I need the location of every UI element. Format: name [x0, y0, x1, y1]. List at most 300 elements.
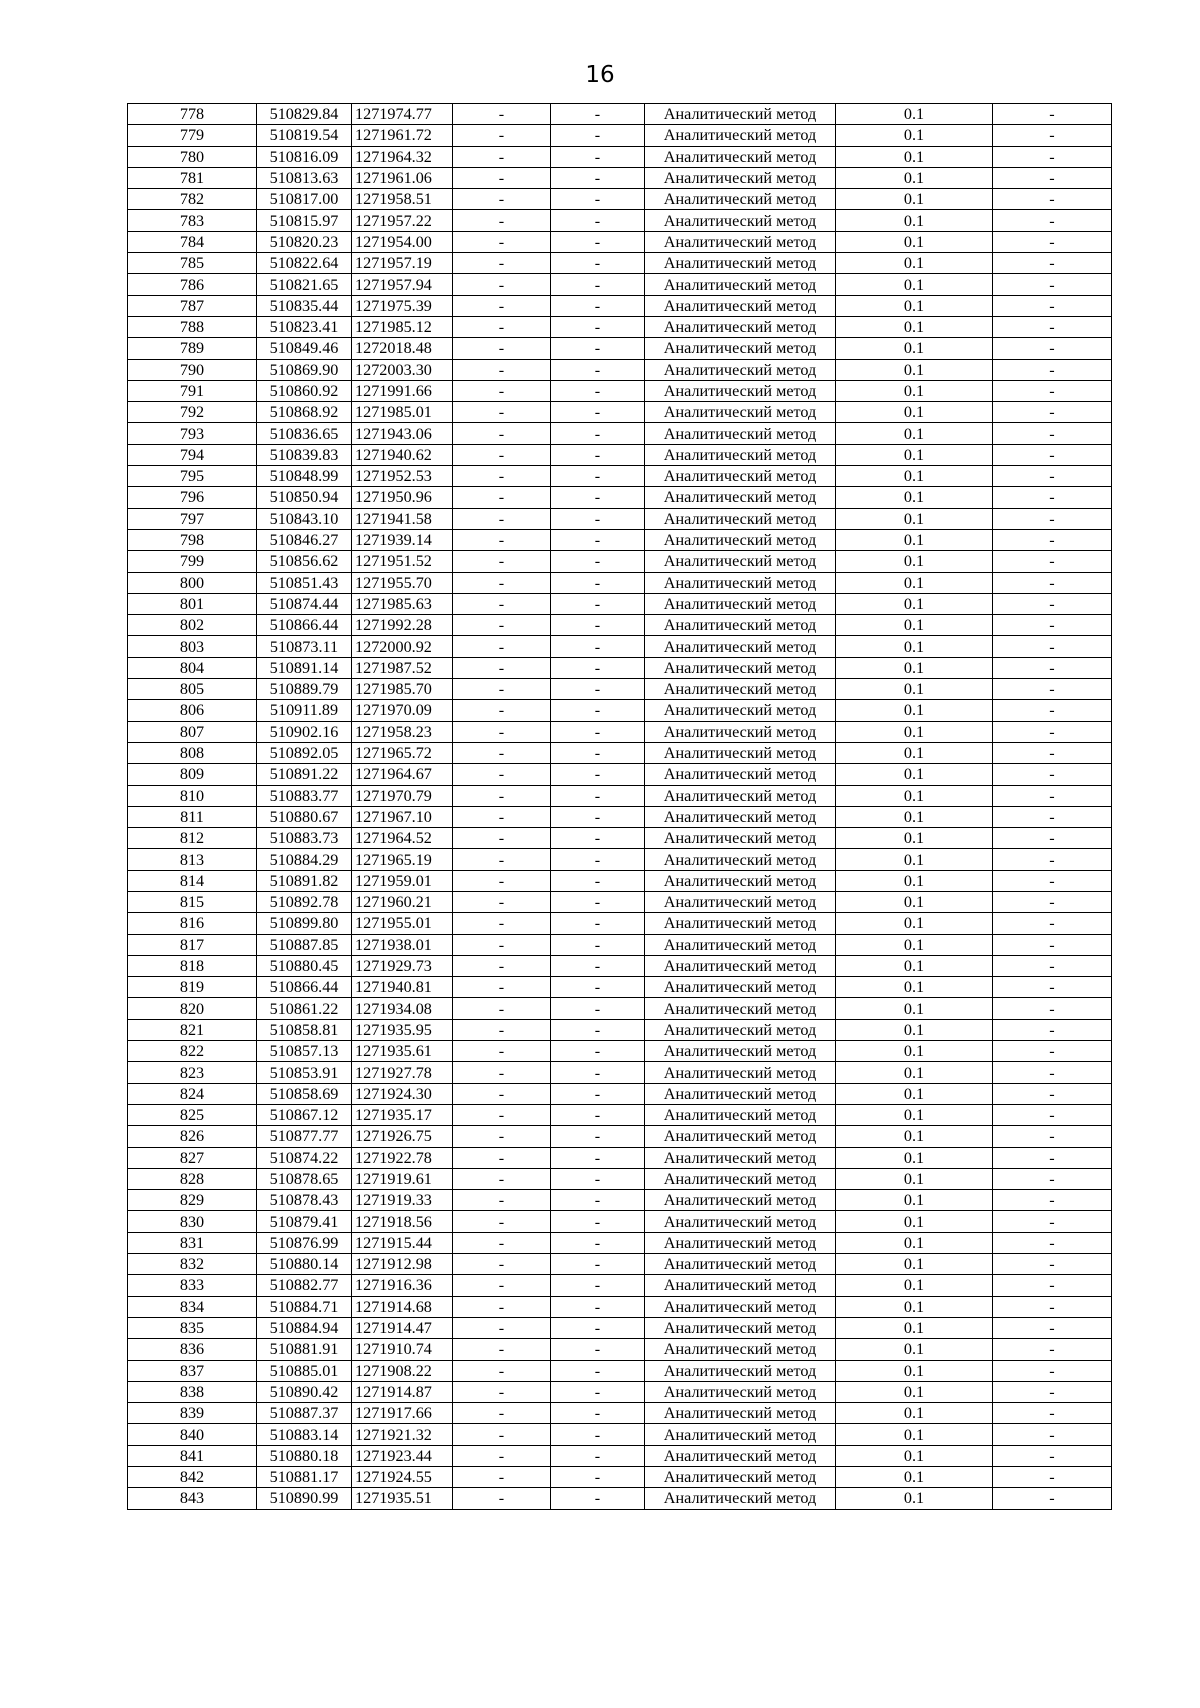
dash-cell: -: [453, 1190, 551, 1211]
method-cell: Аналитический метод: [645, 657, 836, 678]
dash-cell: -: [993, 104, 1112, 125]
point-number-cell: 819: [128, 977, 257, 998]
point-number-cell: 817: [128, 934, 257, 955]
precision-cell: 0.1: [836, 316, 993, 337]
dash-cell: -: [453, 1104, 551, 1125]
dash-cell: -: [993, 338, 1112, 359]
table-row: [128, 125, 1112, 146]
table-row: [128, 1403, 1112, 1424]
point-number-cell: 809: [128, 764, 257, 785]
dash-cell: -: [453, 146, 551, 167]
x-coordinate-cell: 510815.97: [257, 210, 352, 231]
dash-cell: -: [453, 487, 551, 508]
dash-cell: -: [551, 1424, 645, 1445]
dash-cell: -: [551, 274, 645, 295]
dash-cell: -: [993, 1424, 1112, 1445]
point-number-cell: 839: [128, 1403, 257, 1424]
method-cell: Аналитический метод: [645, 380, 836, 401]
method-cell: Аналитический метод: [645, 913, 836, 934]
precision-cell: 0.1: [836, 402, 993, 423]
dash-cell: -: [993, 806, 1112, 827]
x-coordinate-cell: 510876.99: [257, 1232, 352, 1253]
x-coordinate-cell: 510866.44: [257, 977, 352, 998]
dash-cell: -: [551, 955, 645, 976]
precision-cell: 0.1: [836, 1488, 993, 1509]
precision-cell: 0.1: [836, 891, 993, 912]
method-cell: Аналитический метод: [645, 1403, 836, 1424]
dash-cell: -: [453, 679, 551, 700]
method-cell: Аналитический метод: [645, 1062, 836, 1083]
dash-cell: -: [551, 1019, 645, 1040]
dash-cell: -: [453, 1467, 551, 1488]
x-coordinate-cell: 510819.54: [257, 125, 352, 146]
dash-cell: -: [453, 1147, 551, 1168]
dash-cell: -: [453, 210, 551, 231]
point-number-cell: 789: [128, 338, 257, 359]
dash-cell: -: [453, 1381, 551, 1402]
table-row: [128, 1381, 1112, 1402]
y-coordinate-cell: 1271912.98: [352, 1254, 453, 1275]
dash-cell: -: [551, 444, 645, 465]
table-row: [128, 785, 1112, 806]
y-coordinate-cell: 1271917.66: [352, 1403, 453, 1424]
dash-cell: -: [993, 742, 1112, 763]
y-coordinate-cell: 1271959.01: [352, 870, 453, 891]
dash-cell: -: [453, 572, 551, 593]
dash-cell: -: [551, 615, 645, 636]
point-number-cell: 795: [128, 466, 257, 487]
method-cell: Аналитический метод: [645, 785, 836, 806]
table-row: [128, 679, 1112, 700]
dash-cell: -: [993, 1339, 1112, 1360]
dash-cell: -: [453, 764, 551, 785]
dash-cell: -: [551, 721, 645, 742]
point-number-cell: 803: [128, 636, 257, 657]
table-row: [128, 998, 1112, 1019]
precision-cell: 0.1: [836, 1104, 993, 1125]
point-number-cell: 797: [128, 508, 257, 529]
y-coordinate-cell: 1271918.56: [352, 1211, 453, 1232]
method-cell: Аналитический метод: [645, 1360, 836, 1381]
dash-cell: -: [551, 551, 645, 572]
table-row: [128, 1488, 1112, 1509]
point-number-cell: 830: [128, 1211, 257, 1232]
x-coordinate-cell: 510817.00: [257, 189, 352, 210]
x-coordinate-cell: 510874.44: [257, 593, 352, 614]
table-row: [128, 934, 1112, 955]
point-number-cell: 838: [128, 1381, 257, 1402]
precision-cell: 0.1: [836, 998, 993, 1019]
point-number-cell: 798: [128, 529, 257, 550]
table-row: [128, 423, 1112, 444]
method-cell: Аналитический метод: [645, 359, 836, 380]
method-cell: Аналитический метод: [645, 1041, 836, 1062]
y-coordinate-cell: 1271908.22: [352, 1360, 453, 1381]
table-row: [128, 700, 1112, 721]
dash-cell: -: [453, 849, 551, 870]
dash-cell: -: [551, 189, 645, 210]
precision-cell: 0.1: [836, 1232, 993, 1253]
dash-cell: -: [453, 231, 551, 252]
x-coordinate-cell: 510843.10: [257, 508, 352, 529]
table-row: [128, 636, 1112, 657]
dash-cell: -: [551, 1254, 645, 1275]
precision-cell: 0.1: [836, 679, 993, 700]
precision-cell: 0.1: [836, 1381, 993, 1402]
dash-cell: -: [993, 1168, 1112, 1189]
method-cell: Аналитический метод: [645, 1019, 836, 1040]
dash-cell: -: [551, 402, 645, 423]
precision-cell: 0.1: [836, 444, 993, 465]
dash-cell: -: [993, 891, 1112, 912]
dash-cell: -: [551, 1232, 645, 1253]
dash-cell: -: [453, 295, 551, 316]
point-number-cell: 836: [128, 1339, 257, 1360]
table-body: [128, 104, 1112, 1510]
table-row: [128, 274, 1112, 295]
x-coordinate-cell: 510846.27: [257, 529, 352, 550]
x-coordinate-cell: 510911.89: [257, 700, 352, 721]
precision-cell: 0.1: [836, 1211, 993, 1232]
dash-cell: -: [993, 1232, 1112, 1253]
dash-cell: -: [551, 806, 645, 827]
dash-cell: -: [993, 551, 1112, 572]
y-coordinate-cell: 1271943.06: [352, 423, 453, 444]
dash-cell: -: [453, 891, 551, 912]
point-number-cell: 786: [128, 274, 257, 295]
y-coordinate-cell: 1271914.47: [352, 1317, 453, 1338]
point-number-cell: 823: [128, 1062, 257, 1083]
dash-cell: -: [551, 828, 645, 849]
y-coordinate-cell: 1271961.72: [352, 125, 453, 146]
dash-cell: -: [453, 1062, 551, 1083]
dash-cell: -: [551, 295, 645, 316]
dash-cell: -: [551, 742, 645, 763]
precision-cell: 0.1: [836, 785, 993, 806]
point-number-cell: 826: [128, 1126, 257, 1147]
x-coordinate-cell: 510860.92: [257, 380, 352, 401]
dash-cell: -: [453, 253, 551, 274]
y-coordinate-cell: 1271958.23: [352, 721, 453, 742]
y-coordinate-cell: 1271922.78: [352, 1147, 453, 1168]
precision-cell: 0.1: [836, 1254, 993, 1275]
dash-cell: -: [453, 1275, 551, 1296]
method-cell: Аналитический метод: [645, 1083, 836, 1104]
x-coordinate-cell: 510839.83: [257, 444, 352, 465]
table-row: [128, 657, 1112, 678]
method-cell: Аналитический метод: [645, 1381, 836, 1402]
y-coordinate-cell: 1271957.94: [352, 274, 453, 295]
y-coordinate-cell: 1271957.19: [352, 253, 453, 274]
point-number-cell: 799: [128, 551, 257, 572]
y-coordinate-cell: 1272000.92: [352, 636, 453, 657]
method-cell: Аналитический метод: [645, 466, 836, 487]
y-coordinate-cell: 1271965.72: [352, 742, 453, 763]
precision-cell: 0.1: [836, 1041, 993, 1062]
dash-cell: -: [993, 295, 1112, 316]
dash-cell: -: [551, 764, 645, 785]
dash-cell: -: [993, 189, 1112, 210]
point-number-cell: 842: [128, 1467, 257, 1488]
point-number-cell: 816: [128, 913, 257, 934]
dash-cell: -: [551, 487, 645, 508]
y-coordinate-cell: 1271960.21: [352, 891, 453, 912]
table-row: [128, 913, 1112, 934]
precision-cell: 0.1: [836, 742, 993, 763]
y-coordinate-cell: 1271935.95: [352, 1019, 453, 1040]
dash-cell: -: [993, 849, 1112, 870]
dash-cell: -: [453, 1126, 551, 1147]
x-coordinate-cell: 510829.84: [257, 104, 352, 125]
dash-cell: -: [453, 913, 551, 934]
dash-cell: -: [453, 1168, 551, 1189]
table-row: [128, 253, 1112, 274]
precision-cell: 0.1: [836, 1190, 993, 1211]
table-row: [128, 189, 1112, 210]
dash-cell: -: [551, 423, 645, 444]
method-cell: Аналитический метод: [645, 1147, 836, 1168]
table-row: [128, 870, 1112, 891]
precision-cell: 0.1: [836, 657, 993, 678]
dash-cell: -: [453, 1041, 551, 1062]
x-coordinate-cell: 510889.79: [257, 679, 352, 700]
x-coordinate-cell: 510878.65: [257, 1168, 352, 1189]
x-coordinate-cell: 510836.65: [257, 423, 352, 444]
method-cell: Аналитический метод: [645, 934, 836, 955]
method-cell: Аналитический метод: [645, 529, 836, 550]
dash-cell: -: [551, 338, 645, 359]
dash-cell: -: [993, 721, 1112, 742]
x-coordinate-cell: 510884.94: [257, 1317, 352, 1338]
x-coordinate-cell: 510820.23: [257, 231, 352, 252]
method-cell: Аналитический метод: [645, 1211, 836, 1232]
dash-cell: -: [551, 359, 645, 380]
y-coordinate-cell: 1271992.28: [352, 615, 453, 636]
x-coordinate-cell: 510850.94: [257, 487, 352, 508]
dash-cell: -: [453, 998, 551, 1019]
dash-cell: -: [993, 1126, 1112, 1147]
table-row: [128, 593, 1112, 614]
y-coordinate-cell: 1272018.48: [352, 338, 453, 359]
point-number-cell: 788: [128, 316, 257, 337]
method-cell: Аналитический метод: [645, 870, 836, 891]
method-cell: Аналитический метод: [645, 764, 836, 785]
precision-cell: 0.1: [836, 1403, 993, 1424]
y-coordinate-cell: 1271954.00: [352, 231, 453, 252]
x-coordinate-cell: 510880.45: [257, 955, 352, 976]
dash-cell: -: [993, 572, 1112, 593]
method-cell: Аналитический метод: [645, 806, 836, 827]
point-number-cell: 778: [128, 104, 257, 125]
dash-cell: -: [453, 167, 551, 188]
y-coordinate-cell: 1271955.01: [352, 913, 453, 934]
y-coordinate-cell: 1272003.30: [352, 359, 453, 380]
x-coordinate-cell: 510813.63: [257, 167, 352, 188]
method-cell: Аналитический метод: [645, 1275, 836, 1296]
precision-cell: 0.1: [836, 167, 993, 188]
table-row: [128, 1467, 1112, 1488]
table-row: [128, 1296, 1112, 1317]
method-cell: Аналитический метод: [645, 615, 836, 636]
method-cell: Аналитический метод: [645, 189, 836, 210]
dash-cell: -: [453, 1019, 551, 1040]
dash-cell: -: [551, 316, 645, 337]
y-coordinate-cell: 1271921.32: [352, 1424, 453, 1445]
y-coordinate-cell: 1271970.79: [352, 785, 453, 806]
dash-cell: -: [551, 700, 645, 721]
precision-cell: 0.1: [836, 210, 993, 231]
point-number-cell: 818: [128, 955, 257, 976]
precision-cell: 0.1: [836, 1467, 993, 1488]
dash-cell: -: [551, 977, 645, 998]
table-row: [128, 508, 1112, 529]
y-coordinate-cell: 1271924.55: [352, 1467, 453, 1488]
precision-cell: 0.1: [836, 1317, 993, 1338]
x-coordinate-cell: 510821.65: [257, 274, 352, 295]
dash-cell: -: [453, 870, 551, 891]
dash-cell: -: [993, 1403, 1112, 1424]
precision-cell: 0.1: [836, 1424, 993, 1445]
method-cell: Аналитический метод: [645, 104, 836, 125]
point-number-cell: 790: [128, 359, 257, 380]
dash-cell: -: [993, 828, 1112, 849]
dash-cell: -: [453, 1403, 551, 1424]
x-coordinate-cell: 510891.82: [257, 870, 352, 891]
precision-cell: 0.1: [836, 1445, 993, 1466]
point-number-cell: 813: [128, 849, 257, 870]
x-coordinate-cell: 510857.13: [257, 1041, 352, 1062]
dash-cell: -: [453, 1424, 551, 1445]
y-coordinate-cell: 1271939.14: [352, 529, 453, 550]
dash-cell: -: [551, 1296, 645, 1317]
point-number-cell: 832: [128, 1254, 257, 1275]
precision-cell: 0.1: [836, 1019, 993, 1040]
dash-cell: -: [551, 146, 645, 167]
point-number-cell: 796: [128, 487, 257, 508]
page-number: 16: [585, 62, 615, 88]
table-row: [128, 1275, 1112, 1296]
dash-cell: -: [551, 1211, 645, 1232]
y-coordinate-cell: 1271914.68: [352, 1296, 453, 1317]
x-coordinate-cell: 510856.62: [257, 551, 352, 572]
dash-cell: -: [551, 1147, 645, 1168]
dash-cell: -: [453, 615, 551, 636]
point-number-cell: 782: [128, 189, 257, 210]
dash-cell: -: [453, 1296, 551, 1317]
dash-cell: -: [993, 1083, 1112, 1104]
point-number-cell: 815: [128, 891, 257, 912]
method-cell: Аналитический метод: [645, 1467, 836, 1488]
method-cell: Аналитический метод: [645, 1424, 836, 1445]
x-coordinate-cell: 510887.37: [257, 1403, 352, 1424]
precision-cell: 0.1: [836, 508, 993, 529]
dash-cell: -: [993, 955, 1112, 976]
point-number-cell: 824: [128, 1083, 257, 1104]
method-cell: Аналитический метод: [645, 1104, 836, 1125]
dash-cell: -: [453, 934, 551, 955]
x-coordinate-cell: 510869.90: [257, 359, 352, 380]
y-coordinate-cell: 1271941.58: [352, 508, 453, 529]
dash-cell: -: [453, 785, 551, 806]
dash-cell: -: [993, 146, 1112, 167]
dash-cell: -: [551, 1126, 645, 1147]
dash-cell: -: [551, 508, 645, 529]
precision-cell: 0.1: [836, 359, 993, 380]
method-cell: Аналитический метод: [645, 700, 836, 721]
y-coordinate-cell: 1271940.62: [352, 444, 453, 465]
precision-cell: 0.1: [836, 529, 993, 550]
table-row: [128, 551, 1112, 572]
x-coordinate-cell: 510868.92: [257, 402, 352, 423]
dash-cell: -: [551, 253, 645, 274]
dash-cell: -: [453, 466, 551, 487]
precision-cell: 0.1: [836, 295, 993, 316]
x-coordinate-cell: 510853.91: [257, 1062, 352, 1083]
dash-cell: -: [993, 1445, 1112, 1466]
y-coordinate-cell: 1271940.81: [352, 977, 453, 998]
point-number-cell: 801: [128, 593, 257, 614]
method-cell: Аналитический метод: [645, 998, 836, 1019]
dash-cell: -: [993, 316, 1112, 337]
method-cell: Аналитический метод: [645, 1126, 836, 1147]
dash-cell: -: [993, 615, 1112, 636]
table-row: [128, 338, 1112, 359]
precision-cell: 0.1: [836, 338, 993, 359]
precision-cell: 0.1: [836, 828, 993, 849]
y-coordinate-cell: 1271935.51: [352, 1488, 453, 1509]
point-number-cell: 791: [128, 380, 257, 401]
table-row: [128, 1445, 1112, 1466]
dash-cell: -: [993, 423, 1112, 444]
precision-cell: 0.1: [836, 1360, 993, 1381]
point-number-cell: 808: [128, 742, 257, 763]
x-coordinate-cell: 510877.77: [257, 1126, 352, 1147]
y-coordinate-cell: 1271958.51: [352, 189, 453, 210]
dash-cell: -: [453, 529, 551, 550]
precision-cell: 0.1: [836, 551, 993, 572]
dash-cell: -: [453, 508, 551, 529]
x-coordinate-cell: 510892.78: [257, 891, 352, 912]
table-row: [128, 167, 1112, 188]
table-row: [128, 1339, 1112, 1360]
point-number-cell: 794: [128, 444, 257, 465]
dash-cell: -: [453, 1317, 551, 1338]
point-number-cell: 779: [128, 125, 257, 146]
precision-cell: 0.1: [836, 615, 993, 636]
dash-cell: -: [551, 1360, 645, 1381]
dash-cell: -: [993, 679, 1112, 700]
method-cell: Аналитический метод: [645, 679, 836, 700]
method-cell: Аналитический метод: [645, 1445, 836, 1466]
x-coordinate-cell: 510890.42: [257, 1381, 352, 1402]
precision-cell: 0.1: [836, 1275, 993, 1296]
x-coordinate-cell: 510885.01: [257, 1360, 352, 1381]
x-coordinate-cell: 510891.22: [257, 764, 352, 785]
dash-cell: -: [453, 636, 551, 657]
y-coordinate-cell: 1271975.39: [352, 295, 453, 316]
precision-cell: 0.1: [836, 977, 993, 998]
table-row: [128, 295, 1112, 316]
method-cell: Аналитический метод: [645, 955, 836, 976]
table-row: [128, 1211, 1112, 1232]
dash-cell: -: [993, 487, 1112, 508]
dash-cell: -: [453, 700, 551, 721]
y-coordinate-cell: 1271985.63: [352, 593, 453, 614]
dash-cell: -: [453, 402, 551, 423]
dash-cell: -: [453, 806, 551, 827]
precision-cell: 0.1: [836, 1296, 993, 1317]
dash-cell: -: [453, 125, 551, 146]
